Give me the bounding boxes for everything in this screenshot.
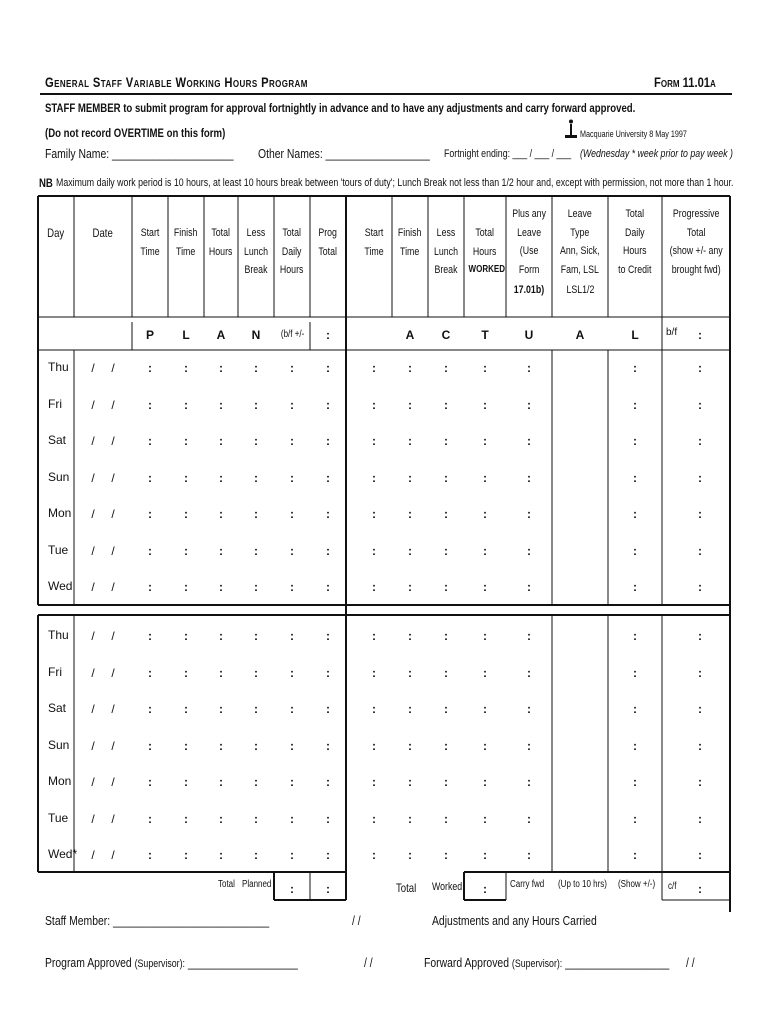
fortnight-note: (Wednesday * week prior to pay week ) [580, 148, 733, 160]
time-cell[interactable]: : [527, 775, 531, 789]
time-cell[interactable]: : [444, 775, 448, 789]
time-cell[interactable]: : [483, 507, 487, 521]
total-planned-colon-1[interactable]: : [290, 882, 294, 896]
col-worked: WORKED [468, 264, 506, 275]
date-field[interactable]: / / [91, 361, 115, 375]
plan-letter-l: L [182, 328, 190, 342]
time-cell[interactable]: : [326, 629, 330, 643]
time-cell[interactable]: : [326, 775, 330, 789]
time-cell[interactable]: : [254, 702, 258, 716]
time-cell[interactable]: : [372, 848, 376, 862]
time-cell[interactable]: : [444, 665, 448, 680]
time-cell[interactable]: : [184, 848, 188, 862]
time-cell[interactable]: : [444, 629, 448, 643]
time-cell[interactable]: : [254, 434, 258, 448]
time-cell[interactable]: : [372, 507, 376, 521]
col-plus-leave-form: 17.01b) [513, 284, 545, 296]
time-cell[interactable]: : [219, 665, 223, 680]
time-cell[interactable]: : [219, 470, 223, 485]
day-label: Sun [48, 469, 70, 484]
time-cell[interactable]: : [184, 702, 188, 716]
time-cell[interactable]: : [483, 848, 487, 862]
time-cell[interactable]: : [527, 702, 531, 716]
time-cell[interactable]: : [219, 738, 223, 753]
time-cell[interactable]: : [633, 738, 637, 753]
time-cell[interactable]: : [527, 470, 531, 485]
time-cell[interactable]: : [633, 361, 637, 375]
time-cell[interactable]: : [148, 811, 152, 826]
time-cell[interactable]: : [408, 543, 412, 558]
time-cell[interactable]: : [633, 543, 637, 558]
bf-plan-colon: : [326, 328, 330, 342]
time-cell[interactable]: : [148, 665, 152, 680]
time-cell[interactable]: : [483, 811, 487, 826]
col-leave-type-lsl: LSL1/2 [566, 284, 594, 296]
day-label: Thu [48, 628, 69, 642]
day-label: Sat [48, 701, 67, 715]
col-actual-lunch: Less Lunch Break [433, 227, 458, 276]
actual-letter-t: T [481, 328, 489, 342]
time-cell[interactable]: : [326, 702, 330, 716]
plan-letter-p: P [145, 328, 154, 342]
time-cell[interactable]: : [527, 629, 531, 643]
date-field[interactable]: / / [91, 629, 115, 643]
time-cell[interactable]: : [408, 702, 412, 716]
date-field[interactable]: / / [91, 738, 115, 753]
time-cell[interactable]: : [148, 470, 152, 485]
time-cell[interactable]: : [408, 361, 412, 375]
total-actual-label: Total [396, 881, 417, 895]
col-progressive: Progressive Total (show +/- any brought fwd) [669, 208, 723, 276]
time-cell[interactable]: : [326, 361, 330, 375]
time-cell[interactable]: : [633, 629, 637, 643]
time-cell[interactable]: : [254, 507, 258, 521]
form-title: General Staff Variable Working Hours Program [45, 74, 308, 90]
day-label: Fri [48, 664, 62, 679]
time-cell[interactable]: : [527, 543, 531, 558]
time-cell[interactable]: : [184, 543, 188, 558]
time-cell[interactable]: : [483, 702, 487, 716]
col-leave-type: Leave Type Ann, Sick, Fam, LSL [560, 208, 600, 276]
time-cell[interactable]: : [254, 775, 258, 789]
time-cell[interactable]: : [483, 470, 487, 485]
col-actual-start: Start Time [364, 227, 384, 258]
cf-label: c/f [668, 881, 677, 892]
time-cell[interactable]: : [148, 580, 152, 594]
nb-text: Maximum daily work period is 10 hours, at least 10 hours break between 'tours of duty'; Lunch Break not less than 1/2 hour and, except with permission, not more than 1 hour. [56, 177, 734, 189]
up-to-label: (Up to 10 hrs) [558, 879, 607, 890]
time-cell[interactable]: : [184, 811, 188, 826]
time-cell[interactable]: : [254, 629, 258, 643]
staff-member-date[interactable]: / / [352, 913, 361, 928]
time-cell[interactable]: : [326, 811, 330, 826]
time-cell[interactable]: : [527, 361, 531, 375]
time-cell[interactable]: : [408, 470, 412, 485]
total-planned-colon-2[interactable]: : [326, 882, 330, 896]
time-cell[interactable]: : [698, 775, 702, 789]
col-actual-finish: Finish Time [398, 227, 422, 258]
time-cell[interactable]: : [527, 811, 531, 826]
col-actual-total: Total Hours [473, 227, 497, 258]
time-cell[interactable]: : [408, 738, 412, 753]
col-plan-daily: Total Daily Hours [280, 227, 304, 276]
plan-letter-a: A [216, 328, 226, 342]
time-cell[interactable]: : [372, 738, 376, 753]
time-cell[interactable]: : [219, 775, 223, 789]
time-cell[interactable]: : [326, 507, 330, 521]
time-cell[interactable]: : [444, 580, 448, 594]
time-cell[interactable]: : [698, 811, 702, 826]
time-cell[interactable]: : [633, 811, 637, 826]
time-cell[interactable]: : [483, 665, 487, 680]
time-cell[interactable]: : [372, 580, 376, 594]
time-cell[interactable]: : [633, 580, 637, 594]
time-cell[interactable]: : [372, 397, 376, 412]
form-number: Form 11.01a [654, 74, 716, 90]
col-plan-prog: Prog Total [318, 227, 338, 258]
time-cell[interactable]: : [408, 629, 412, 643]
time-cell[interactable]: : [444, 811, 448, 826]
time-cell[interactable]: : [184, 507, 188, 521]
time-cell[interactable]: : [372, 629, 376, 643]
day-label: Mon [48, 774, 72, 788]
time-cell[interactable]: : [148, 397, 152, 412]
time-cell[interactable]: : [444, 434, 448, 448]
time-cell[interactable]: : [290, 629, 294, 643]
col-daily-credit: Total Daily Hours to Credit [618, 208, 652, 276]
time-cell[interactable]: : [326, 580, 330, 594]
time-cell[interactable]: : [444, 470, 448, 485]
time-cell[interactable]: : [184, 470, 188, 485]
time-cell[interactable]: : [527, 507, 531, 521]
time-cell[interactable]: : [254, 738, 258, 753]
time-cell[interactable]: : [698, 702, 702, 716]
date-field[interactable]: / / [91, 665, 115, 680]
time-cell[interactable]: : [633, 397, 637, 412]
time-cell[interactable]: : [527, 848, 531, 862]
time-cell[interactable]: : [698, 507, 702, 521]
time-cell[interactable]: : [148, 702, 152, 716]
date-field[interactable]: / / [91, 775, 115, 789]
time-cell[interactable]: : [219, 580, 223, 594]
day-label: Wed* [48, 847, 78, 861]
time-cell[interactable]: : [326, 848, 330, 862]
time-cell[interactable]: : [290, 543, 294, 558]
time-cell[interactable]: : [254, 580, 258, 594]
time-cell[interactable]: : [290, 361, 294, 375]
total-label: Total [218, 879, 235, 890]
time-cell[interactable]: : [444, 507, 448, 521]
time-cell[interactable]: : [483, 397, 487, 412]
staff-member-field[interactable]: Staff Member: ___________________________ [45, 913, 270, 928]
col-plan-finish: Finish Time [174, 227, 198, 258]
time-cell[interactable]: : [290, 507, 294, 521]
time-cell[interactable]: : [698, 848, 702, 862]
bf-plan-label: (b/f +/- [281, 329, 305, 340]
time-cell[interactable]: : [184, 580, 188, 594]
time-cell[interactable]: : [184, 361, 188, 375]
time-cell[interactable]: : [633, 848, 637, 862]
bf-actual-label: b/f [666, 327, 678, 338]
time-cell[interactable]: : [372, 361, 376, 375]
time-cell[interactable]: : [219, 629, 223, 643]
time-cell[interactable]: : [698, 738, 702, 753]
time-cell[interactable]: : [408, 580, 412, 594]
time-cell[interactable]: : [290, 470, 294, 485]
date-field[interactable]: / / [91, 507, 115, 521]
time-cell[interactable]: : [408, 507, 412, 521]
time-cell[interactable]: : [290, 811, 294, 826]
time-cell[interactable]: : [219, 397, 223, 412]
time-cell[interactable]: : [219, 848, 223, 862]
time-cell[interactable]: : [444, 543, 448, 558]
time-cell[interactable]: : [148, 848, 152, 862]
time-cell[interactable]: : [219, 702, 223, 716]
time-cell[interactable]: : [184, 629, 188, 643]
time-cell[interactable]: : [483, 775, 487, 789]
date-field[interactable]: / / [91, 543, 115, 558]
day-label: Thu [48, 360, 69, 374]
time-cell[interactable]: : [372, 775, 376, 789]
time-cell[interactable]: : [408, 775, 412, 789]
plan-letter-n: N [251, 328, 261, 342]
time-cell[interactable]: : [698, 361, 702, 375]
time-cell[interactable]: : [372, 543, 376, 558]
time-cell[interactable]: : [290, 848, 294, 862]
family-name-field[interactable]: Family Name: _____________________ [45, 146, 234, 161]
time-cell[interactable]: : [254, 848, 258, 862]
time-cell[interactable]: : [633, 665, 637, 680]
date-field[interactable]: / / [91, 434, 115, 448]
time-cell[interactable]: : [633, 775, 637, 789]
time-cell[interactable]: : [290, 775, 294, 789]
time-cell[interactable]: : [483, 361, 487, 375]
time-cell[interactable]: : [372, 434, 376, 448]
time-cell[interactable]: : [290, 580, 294, 594]
time-cell[interactable]: : [254, 543, 258, 558]
actual-letter-a: A [405, 328, 415, 342]
time-cell[interactable]: : [219, 434, 223, 448]
time-cell[interactable]: : [372, 702, 376, 716]
time-cell[interactable]: : [326, 738, 330, 753]
adjustments-label: Adjustments and any Hours Carried [432, 913, 597, 928]
time-cell[interactable]: : [254, 397, 258, 412]
time-cell[interactable]: : [483, 738, 487, 753]
date-field[interactable]: / / [91, 702, 115, 716]
time-cell[interactable]: : [184, 434, 188, 448]
time-cell[interactable]: : [527, 738, 531, 753]
time-cell[interactable]: : [254, 665, 258, 680]
time-cell[interactable]: : [219, 543, 223, 558]
time-cell[interactable]: : [326, 434, 330, 448]
forward-approved-date[interactable]: / / [686, 955, 695, 970]
actual-letter-a2: A [575, 328, 585, 342]
time-cell[interactable]: : [372, 470, 376, 485]
actual-letter-u: U [524, 328, 534, 342]
time-cell[interactable]: : [148, 361, 152, 375]
date-field[interactable]: / / [91, 470, 115, 485]
date-field[interactable]: / / [91, 397, 115, 412]
time-cell[interactable]: : [698, 580, 702, 594]
instruction-text: STAFF MEMBER to submit program for approval fortnightly in advance and to have any adjustments and carry forward approved. [45, 101, 636, 115]
col-plan-lunch: Less Lunch Break [243, 227, 268, 276]
time-cell[interactable]: : [254, 470, 258, 485]
time-cell[interactable]: : [408, 665, 412, 680]
time-cell[interactable]: : [326, 470, 330, 485]
time-cell[interactable]: : [372, 811, 376, 826]
program-approved-field[interactable]: Program Approved (Supervisor): ___________________ [45, 955, 298, 970]
time-cell[interactable]: : [372, 665, 376, 680]
time-cell[interactable]: : [184, 665, 188, 680]
time-cell[interactable]: : [408, 434, 412, 448]
planned-label: Planned [242, 879, 272, 890]
time-cell[interactable]: : [633, 434, 637, 448]
total-worked-colon[interactable]: : [483, 882, 487, 896]
time-cell[interactable]: : [148, 775, 152, 789]
time-cell[interactable]: : [633, 470, 637, 485]
day-label: Tue [48, 542, 69, 557]
nb-label: NB [39, 176, 53, 190]
col-plus-leave: Plus any Leave (Use Form [512, 208, 546, 276]
time-cell[interactable]: : [184, 738, 188, 753]
time-cell[interactable]: : [698, 434, 702, 448]
carry-fwd-label: Carry fwd [510, 879, 545, 890]
time-cell[interactable]: : [444, 848, 448, 862]
time-cell[interactable]: : [698, 629, 702, 643]
time-cell[interactable]: : [326, 397, 330, 412]
time-cell[interactable]: : [148, 507, 152, 521]
time-cell[interactable]: : [408, 811, 412, 826]
time-cell[interactable]: : [698, 470, 702, 485]
day-label: Tue [48, 810, 69, 825]
program-approved-date[interactable]: / / [364, 955, 373, 970]
time-cell[interactable]: : [527, 397, 531, 412]
time-cell[interactable]: : [527, 434, 531, 448]
time-cell[interactable]: : [483, 580, 487, 594]
other-names-field[interactable]: Other Names: __________________ [258, 146, 430, 161]
day-label: Sun [48, 737, 70, 752]
time-cell[interactable]: : [219, 507, 223, 521]
cf-colon[interactable]: : [698, 882, 702, 896]
fortnight-ending-field[interactable]: Fortnight ending: ___ / ___ / ___ [444, 148, 572, 160]
time-cell[interactable]: : [290, 738, 294, 753]
time-cell[interactable]: : [290, 397, 294, 412]
time-cell[interactable]: : [254, 811, 258, 826]
time-cell[interactable]: : [633, 507, 637, 521]
time-cell[interactable]: : [483, 629, 487, 643]
worked-label: Worked [432, 881, 463, 893]
actual-letter-c: C [441, 328, 451, 342]
time-cell[interactable]: : [527, 665, 531, 680]
time-cell[interactable]: : [148, 629, 152, 643]
col-plan-total: Total Hours [209, 227, 233, 258]
date-field[interactable]: / / [91, 811, 115, 826]
actual-letter-l: L [631, 328, 639, 342]
time-cell[interactable]: : [184, 775, 188, 789]
time-cell[interactable]: : [408, 397, 412, 412]
time-cell[interactable]: : [698, 665, 702, 680]
time-cell[interactable]: : [483, 543, 487, 558]
bf-actual-colon: : [698, 328, 702, 342]
day-label: Wed [48, 579, 73, 593]
day-label: Mon [48, 506, 72, 520]
time-cell[interactable]: : [698, 543, 702, 558]
time-cell[interactable]: : [290, 665, 294, 680]
university-note: Macquarie University 8 May 1997 [580, 129, 687, 139]
time-cell[interactable]: : [444, 738, 448, 753]
time-cell[interactable]: : [148, 738, 152, 753]
date-field[interactable]: / / [91, 580, 115, 594]
col-plan-start: Start Time [140, 227, 160, 258]
time-cell[interactable]: : [408, 848, 412, 862]
show-label: (Show +/-) [618, 879, 656, 890]
time-cell[interactable]: : [290, 434, 294, 448]
time-cell[interactable]: : [148, 543, 152, 558]
day-label: Sat [48, 433, 67, 447]
day-label: Fri [48, 396, 62, 411]
time-cell[interactable]: : [444, 702, 448, 716]
time-cell[interactable]: : [326, 543, 330, 558]
time-cell[interactable]: : [483, 434, 487, 448]
time-cell[interactable]: : [326, 665, 330, 680]
forward-approved-field[interactable]: Forward Approved (Supervisor): __________________ [424, 955, 670, 970]
col-day: Day [47, 226, 65, 240]
time-cell[interactable]: : [290, 702, 294, 716]
time-cell[interactable]: : [219, 361, 223, 375]
time-cell[interactable]: : [527, 580, 531, 594]
overtime-note: (Do not record OVERTIME on this form) [45, 126, 226, 140]
time-cell[interactable]: : [254, 361, 258, 375]
time-cell[interactable]: : [444, 397, 448, 412]
col-date: Date [92, 226, 114, 240]
time-cell[interactable]: : [219, 811, 223, 826]
time-cell[interactable]: : [633, 702, 637, 716]
time-cell[interactable]: : [148, 434, 152, 448]
time-cell[interactable]: : [698, 397, 702, 412]
time-cell[interactable]: : [444, 361, 448, 375]
time-cell[interactable]: : [184, 397, 188, 412]
date-field[interactable]: / / [91, 848, 115, 862]
